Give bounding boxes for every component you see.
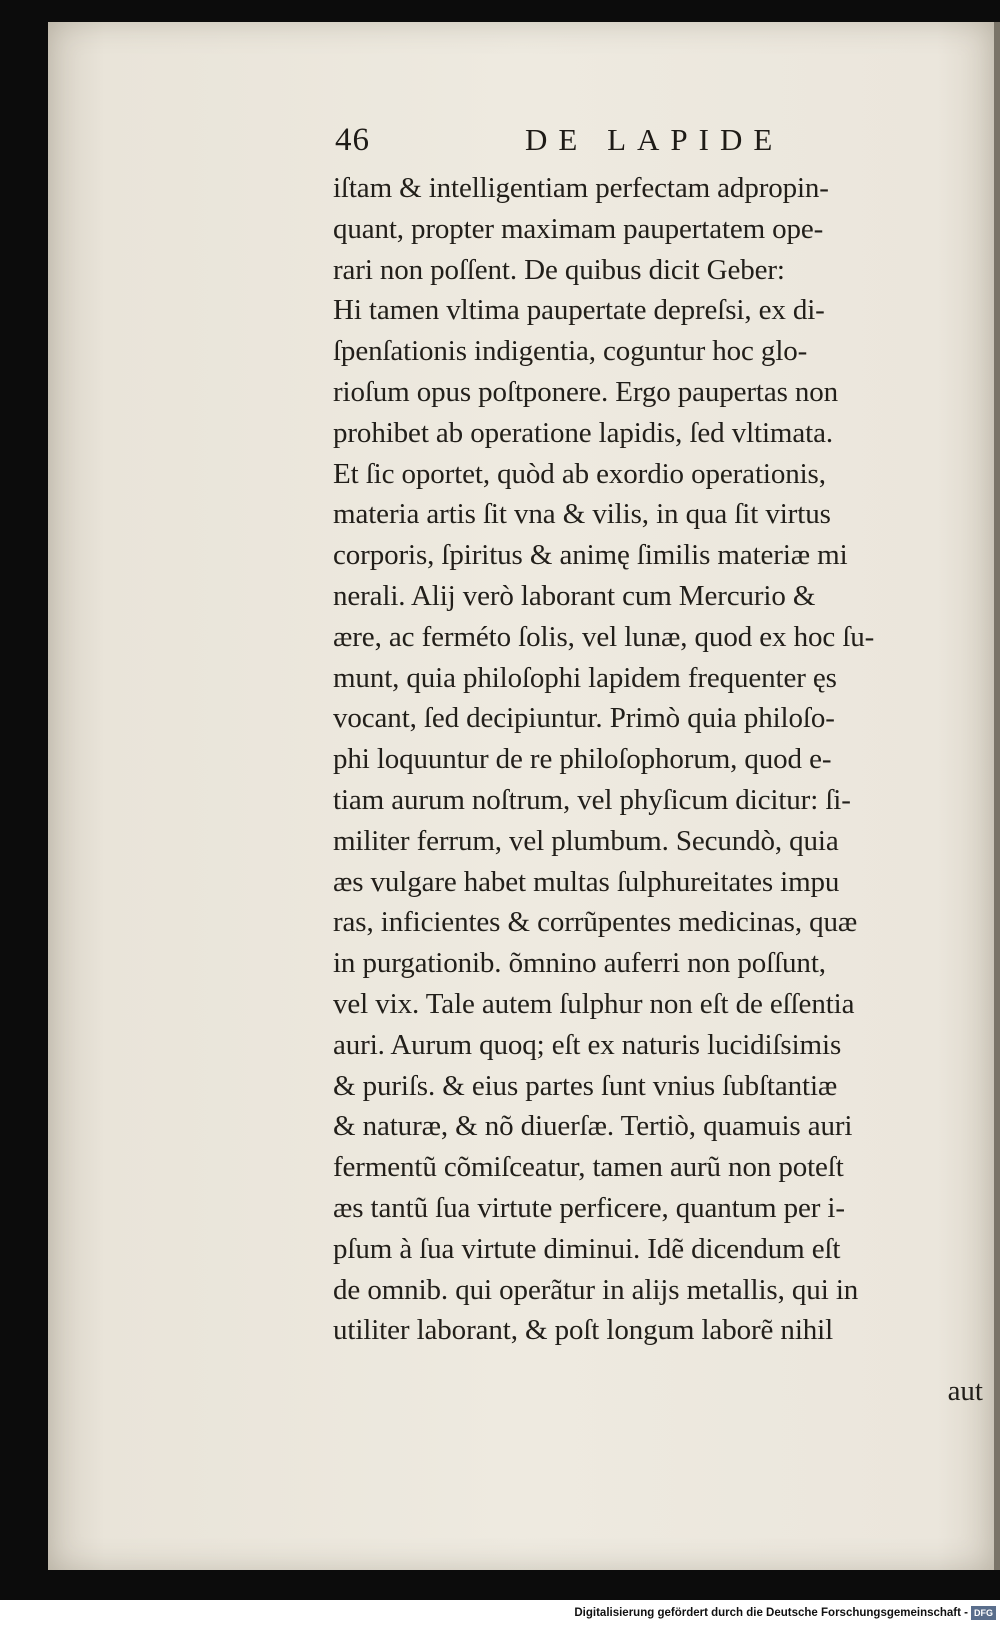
text-line: militer ferrum, vel plumbum. Secundò, quia (333, 824, 839, 857)
text-line: tiam aurum noſtrum, vel phyſicum dicitur: ſi- (333, 783, 851, 816)
text-line: vocant, ſed decipiuntur. Primò quia philoſo- (333, 702, 835, 735)
text-line: phi loquuntur de re philoſophorum, quod e- (333, 743, 832, 776)
credit-text: Digitalisierung gefördert durch die Deutsche Forschungsgemeinschaft - (574, 1607, 968, 1619)
catchword: aut (947, 1375, 983, 1407)
text-line: ſpenſationis indigentia, coguntur hoc glo- (333, 335, 808, 368)
text-line: & puriſs. & eius partes ſunt vnius ſubſtantiæ (333, 1069, 838, 1102)
text-line: fermentũ cõmiſceatur, tamen aurũ non poteſt (333, 1151, 844, 1184)
text-line: materia artis ſit vna & vilis, in qua ſit virtus (333, 498, 831, 531)
text-line: ras, inficientes & corrũpentes medicinas, quæ (333, 906, 858, 939)
text-line: rari non poſſent. De quibus dicit Geber: (333, 253, 785, 286)
text-line: utiliter laborant, & poſt longum laborẽ nihil (333, 1314, 834, 1347)
digitization-credit (574, 1604, 996, 1622)
text-line: æs tantũ ſua virtute perficere, quantum per i- (333, 1191, 845, 1224)
text-line: Et ſic oportet, quòd ab exordio operationis, (333, 457, 826, 490)
text-line: Hi tamen vltima paupertate depreſsi, ex di- (333, 294, 825, 327)
text-line: pſum à ſua virtute diminui. Idẽ dicendum eſt (333, 1232, 841, 1265)
text-line: prohibet ab operatione lapidis, ſed vltimata. (333, 416, 833, 449)
page-number: 46 (335, 122, 370, 158)
text-line: auri. Aurum quoq; eſt ex naturis lucidiſsimis (333, 1028, 842, 1061)
text-line: rioſum opus poſtponere. Ergo paupertas non (333, 375, 839, 408)
body-text (333, 168, 988, 1351)
page-header (335, 122, 795, 166)
text-line: corporis, ſpiritus & animę ſimilis materiæ mi (333, 539, 848, 572)
running-title: DE LAPIDE (525, 122, 784, 157)
text-line: æs vulgare habet multas ſulphureitates impu (333, 865, 840, 898)
text-line: de omnib. qui operãtur in alijs metallis, qui in (333, 1273, 859, 1306)
text-line: ære, ac ferméto ſolis, vel lunæ, quod ex hoc ſu- (333, 620, 875, 653)
text-line: & naturæ, & nõ diuerſæ. Tertiò, quamuis auri (333, 1110, 853, 1143)
text-line: quant, propter maximam paupertatem ope- (333, 212, 824, 245)
page-edge (994, 22, 1000, 1570)
text-line: iſtam & intelligentiam perfectam adpropin- (333, 172, 829, 204)
dfg-logo: DFG (971, 1606, 996, 1620)
text-line: vel vix. Tale autem ſulphur non eſt de eſſentia (333, 987, 855, 1020)
text-line: nerali. Alij verò laborant cum Mercurio & (333, 579, 816, 612)
text-line: munt, quia philoſophi lapidem frequenter ęs (333, 661, 837, 694)
text-line: in purgationib. õmnino auferri non poſſunt, (333, 947, 826, 980)
